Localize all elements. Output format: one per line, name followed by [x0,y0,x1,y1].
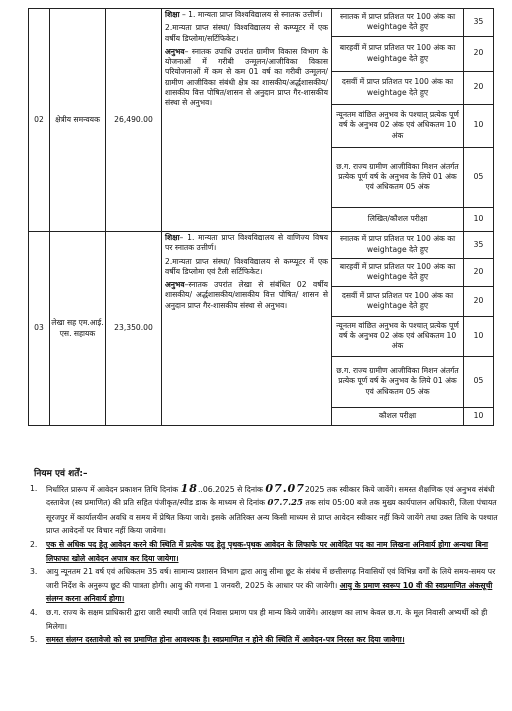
weightage-criteria: बारहवीं में प्राप्त प्रतिशत पर 100 अंक का weightage देते हुए [332,36,464,71]
recruitment-table [28,8,494,426]
rule-number: 5. [30,635,38,645]
qualification-computer [165,257,328,278]
qualification-text: 2.मान्यता प्राप्त संस्था/ विश्वविद्यालय से कम्प्यूटर में एक वर्षीय डिप्लोमा एवं टैली सर्टिफिकेट। [165,256,328,276]
qualification-computer [165,23,328,44]
weightage-score: 10 [464,316,494,356]
rule-text-emphasis: समस्त संलग्न दस्तावेजो को स्व प्रमाणित होना आवश्यक है। स्वप्रमाणित न होने की स्थिति में आवेदन-पत्र निरस्त कर दिया जावेगा। [46,635,405,645]
post-name: क्षेत्रीय समन्वयक [50,9,106,232]
qualification-label: शिक्षा [165,233,180,242]
weightage-criteria: दसवीं में प्राप्त प्रतिशत पर 100 अंक का weightage देते हुए [332,71,464,104]
weightage-score: 10 [473,214,484,224]
qualification-education [165,233,328,254]
weightage-score: 20 [464,258,494,286]
weightage-score: 35 [464,9,494,36]
rule-text: ..06.2025 से दिनांक [197,484,266,494]
weightage-criteria: न्यूनतम वांछित अनुभव के पश्चात् प्रत्येक पूर्ण वर्ष के अनुभव 02 अंक एवं अधिकतम 10 अंक [332,316,464,356]
qualification-label: अनुभव [165,46,185,56]
rule-item [22,538,500,565]
qualification-label: शिक्षा [165,10,180,19]
weightage-criteria: छ.ग. राज्य ग्रामीण आजीविका मिशन अंतर्गत प्रत्येक पूर्ण वर्ष के अनुभव के लिये 01 अंक एवं अधिकतम 05 अंक [332,356,464,407]
weightage-score: 05 [464,356,494,407]
salary: 26,490.00 [106,9,162,232]
weightage-criteria: न्यूनतम वांछित अनुभव के पश्चात् प्रत्येक पूर्ण वर्ष के अनुभव 02 अंक एवं अधिकतम 10 अंक [332,104,464,147]
serial-number: 02 [29,9,50,232]
post-name: लेखा सह एम.आई. एस. सहायक [50,232,106,426]
weightage-score: 20 [464,286,494,316]
rules-title: नियम एवं शर्तें:– [34,469,88,479]
rule-item [22,565,500,606]
weightage-criteria: लिखित/कौशल परीक्षा [332,207,464,231]
rule-item [22,606,500,633]
weightage-score: 20 [464,71,494,104]
rule-text-emphasis: आयु के प्रमाण स्वरूप 10 वी की स्वप्रमाणित अंकसूची संलग्न करना अनिवार्य होगा। [46,580,493,604]
weightage-score: 10 [473,411,484,421]
weightage-table [332,232,493,425]
weightage-table [332,9,493,231]
qualification-experience [165,280,328,311]
rule-number: 1. [30,483,38,493]
qualification-experience [165,47,328,109]
handwritten-start-day: 18 [180,481,198,495]
weightage-criteria: स्नातक में प्राप्त प्रतिशत पर 100 अंक का weightage देते हुए [332,9,464,36]
rule-number: 2. [30,539,38,549]
weightage-score: 35 [464,232,494,258]
serial-number: 03 [29,232,50,426]
qualification-label: अनुभव [165,280,185,290]
weightage-score: 20 [464,36,494,71]
terms-and-conditions [22,468,500,647]
qualification-cell [162,9,332,232]
rule-item [22,482,500,538]
rule-number: 3. [30,567,38,577]
qualification-cell [162,232,332,426]
table-row [29,232,494,426]
rule-item [22,633,500,647]
weightage-cell [332,232,494,426]
rule-number: 4. [30,607,38,617]
weightage-score: 10 [464,104,494,147]
weightage-criteria: छ.ग. राज्य ग्रामीण आजीविका मिशन अंतर्गत प्रत्येक पूर्ण वर्ष के अनुभव के लिये 01 अंक एवं अधिकतम 05 अंक [332,147,464,207]
weightage-criteria: दसवीं में प्राप्त प्रतिशत पर 100 अंक का weightage देते हुए [332,286,464,316]
qualification-education [165,10,328,20]
qualification-text: – 1. मान्यता प्राप्त विश्वविद्यालय से स्नातक उत्तीर्ण। [179,10,323,19]
qualification-text: 2.मान्यता प्राप्त संस्था/ विश्वविद्यालय से कम्प्यूटर में एक वर्षीय डिप्लोमा/सर्टिफिकेट। [165,23,328,43]
rule-text-emphasis: एक से अधिक पद हेतु आवेदन करने की स्थिति में प्रत्येक पद हेतु पृथक-पृथक आवेदन के लिफाफे पर आवेदित पद का नाम लिखना अनिवार्य होगा अन्यथा बिना लिफाफा खोले आवेदन अपात्र कर दिया जायेगा। [46,539,489,563]
qualification-text: –स्नातक उपरांत लेखा से संबंधित 02 वर्षीय शासकीय/ अर्द्धशासकीय/शासकीय वित्त पोषित/ शासन से अनुदान प्राप्त गैर-शासकीय संस्था से अनुभव। [165,280,328,310]
salary: 23,350.00 [106,232,162,426]
rule-text: निर्धारित प्रारूप में आवेदन प्रकाशन तिथि दिनांक [46,484,181,494]
weightage-cell [332,9,494,232]
rule-text: तक सांय 05:00 बजे तक मुख्य कार्यपालन अधिकारी, जिला पंचायत सूरजपुर में कार्यालयीन अवधि व समय में प्रेषित किया जावे। इसके अतिरिक्त अन्य किसी माध्यम से प्राप्त आवेदन स्वीकार नहीं किये जायेंगे तथा उक्त तिथि के पश्चात प्राप्त आवेदनों पर विचार नहीं किया जावेगा। [46,498,498,536]
qualification-text: – 1. मान्यता प्राप्त विश्वविद्यालय से वाणिज्य विषय पर स्नातक उत्तीर्ण। [165,233,328,253]
table-row [29,9,494,232]
weightage-criteria: स्नातक में प्राप्त प्रतिशत पर 100 अंक का weightage देते हुए [332,232,464,258]
weightage-criteria: बारहवीं में प्राप्त प्रतिशत पर 100 अंक का weightage देते हुए [332,258,464,286]
rule-text: छ.ग. राज्य के सक्षम प्राधिकारी द्वारा जारी स्थायी जाति एवं निवास प्रमाण पत्र ही मान्य किये जावेंगे। आरक्षण का लाभ केवल छ.ग. के मूल निवासी अभ्यर्थी को ही मिलेगा। [46,607,488,631]
qualification-text: – स्नातक उपाधि उपरांत ग्रामीण विकास विभाग के योजनाओं में गरीबी उन्मूलन/आजीविका विकास परियोजनाओं में कम से कम 01 वर्ष का गरीबी उन्मूलन/ग्रामीण आजीविका संबंधी क्षेत्र का शासकीय/अर्द्धशासकीय/ शासकीय वित्त पोषित/शासन से अनुदान प्राप्त गैर-शासकीय संस्था से अनुभव। [165,46,328,108]
weightage-criteria: कौशल परीक्षा [332,407,464,425]
handwritten-end-date: 07.07 [265,481,305,495]
weightage-score: 05 [464,147,494,207]
rule-text: आयु न्यूनतम 21 वर्ष एवं अधिकतम 35 वर्ष। सामान्य प्रशासन विभाग द्वारा आयु सीमा छूट के संबंध में छत्तीसगढ़ निवासियों एवं विभिन्न वर्गों के लिये समय-समय पर जारी निर्देश के अनुरूप छूट की पात्रता होगी। आयु की गणना 1 जनवरी, 2025 के आधार पर की जायेगी। [46,567,496,590]
rule-text: 2025 तक स्वीकार किये जावेंगे। समस्त शैक्षणिक एवं अनुभव संबंधी दस्तावेज (स्व प्रमाणित) की प्रति सहित पंजीकृत/स्पीड डाक के माध्यम से दिनांक [46,484,495,508]
handwritten-post-date: 07.7.25 [267,498,303,509]
